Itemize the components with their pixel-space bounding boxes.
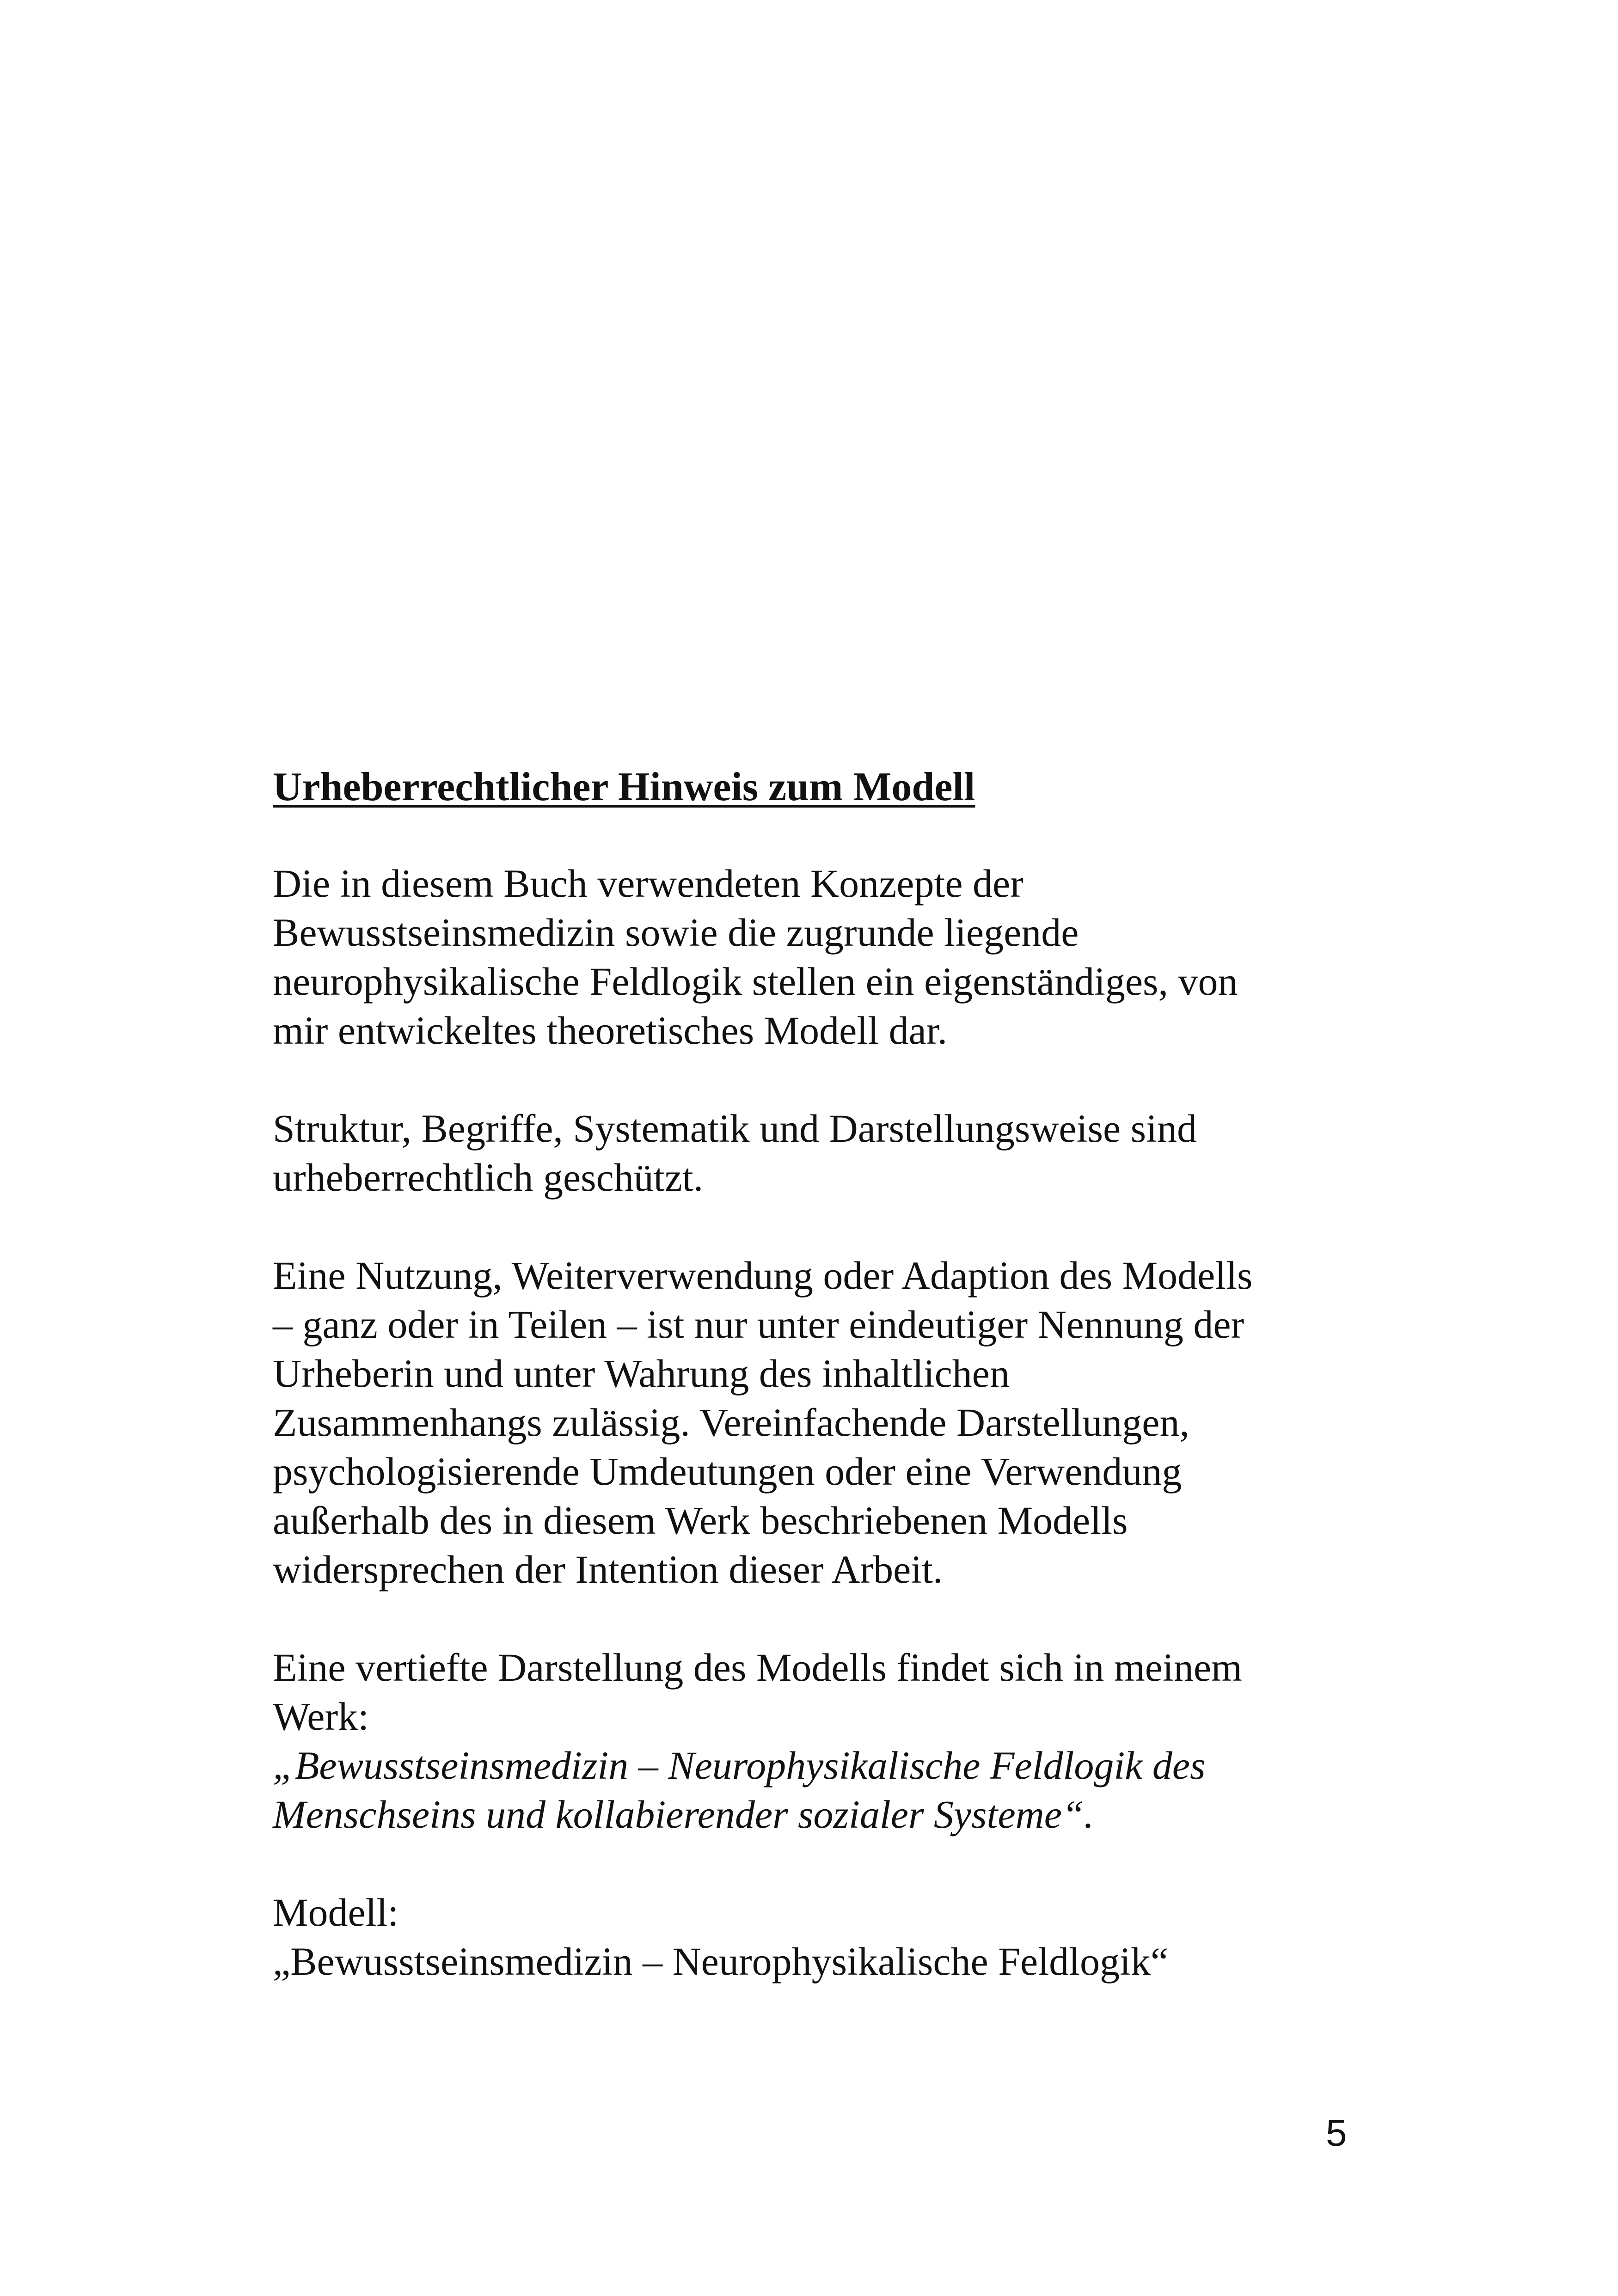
model-title: „Bewusstseinsmedizin – Neurophysikalische Feldlogik“ (273, 1939, 1169, 1984)
text-line: – ganz oder in Teilen – ist nur unter eindeutiger Nennung der (273, 1302, 1244, 1347)
text-line: Die in diesem Buch verwendeten Konzepte der (273, 861, 1024, 906)
text-line: Eine vertiefte Darstellung des Modells findet sich in meinem (273, 1645, 1242, 1690)
paragraph-copyright-protection (273, 1104, 1382, 1202)
book-title-line: Menschseins und kollabierender sozialer Systeme“. (273, 1792, 1094, 1837)
page-number: 5 (1326, 2112, 1347, 2154)
paragraph-model-concepts (273, 859, 1382, 1055)
text-line: mir entwickeltes theoretisches Modell dar. (273, 1008, 948, 1053)
text-line: psychologisierende Umdeutungen oder eine Verwendung (273, 1449, 1182, 1494)
paragraph-book-reference (273, 1643, 1382, 1839)
text-line: Eine Nutzung, Weiterverwendung oder Adaption des Modells (273, 1253, 1253, 1298)
model-label: Modell: (273, 1890, 399, 1935)
text-line: Bewusstseinsmedizin sowie die zugrunde liegende (273, 910, 1079, 955)
text-line: widersprechen der Intention dieser Arbeit. (273, 1547, 943, 1592)
text-line: Zusammenhangs zulässig. Vereinfachende Darstellungen, (273, 1400, 1189, 1445)
text-line: Urheberin und unter Wahrung des inhaltlichen (273, 1351, 1010, 1396)
text-line: Werk: (273, 1694, 369, 1739)
paragraph-usage-terms (273, 1251, 1382, 1594)
text-line: außerhalb des in diesem Werk beschriebenen Modells (273, 1498, 1128, 1543)
text-line: Struktur, Begriffe, Systematik und Darstellungsweise sind (273, 1106, 1197, 1151)
text-line: neurophysikalische Feldlogik stellen ein eigenständiges, von (273, 959, 1238, 1004)
page-content (273, 763, 1382, 1986)
book-title-line: „Bewusstseinsmedizin – Neurophysikalische Feldlogik des (273, 1743, 1206, 1788)
paragraph-model-name (273, 1888, 1382, 1986)
section-heading: Urheberrechtlicher Hinweis zum Modell (273, 765, 975, 809)
text-line: urheberrechtlich geschützt. (273, 1155, 704, 1200)
